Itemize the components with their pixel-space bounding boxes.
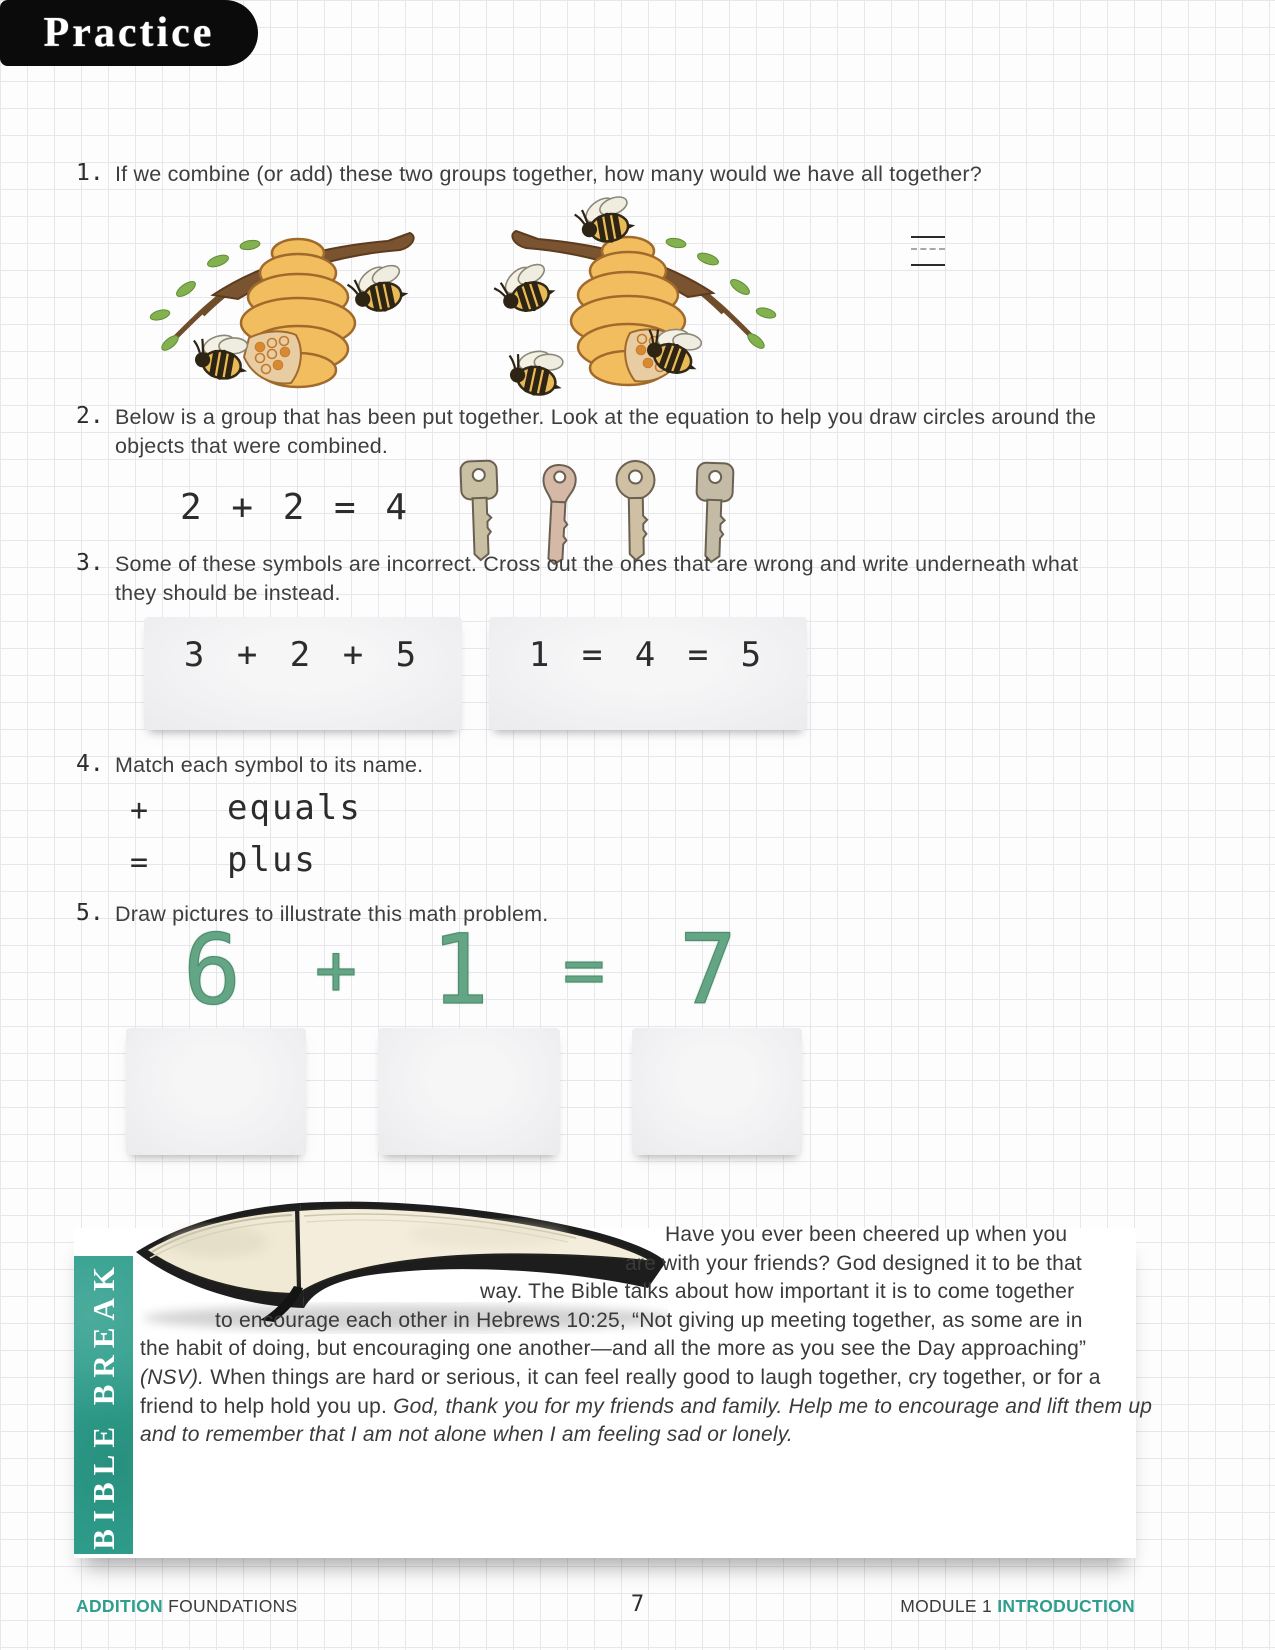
q5-drawing-box-2[interactable] bbox=[378, 1028, 560, 1155]
page-footer bbox=[0, 1592, 1275, 1622]
bible-line: Have you ever been cheered up when you bbox=[665, 1223, 1068, 1246]
page-title: Practice bbox=[43, 10, 215, 56]
q4-name-plus: plus bbox=[227, 840, 317, 880]
question-5-number: 5. bbox=[76, 900, 104, 926]
q5-plus-sign: + bbox=[314, 929, 358, 1011]
q4-name-equals: equals bbox=[227, 788, 362, 828]
question-3-number: 3. bbox=[76, 550, 104, 576]
q5-number-6: 6 bbox=[183, 914, 241, 1026]
q5-equation bbox=[150, 914, 770, 1026]
q5-equals-sign: = bbox=[562, 929, 606, 1011]
question-4-text: Match each symbol to its name. bbox=[115, 753, 424, 777]
bible-line: friend to help hold you up. God, thank you for my friends and family. Help me to encourage and lift them up bbox=[140, 1394, 1153, 1418]
bible-break-label: BIBLE BREAK bbox=[85, 1260, 121, 1550]
question-5-text: Draw pictures to illustrate this math problem. bbox=[115, 902, 549, 926]
question-1-number: 1. bbox=[76, 160, 104, 186]
question-2-number: 2. bbox=[76, 403, 104, 429]
q5-number-7: 7 bbox=[679, 914, 737, 1026]
page-number: 7 bbox=[630, 1592, 645, 1617]
bible-line: to encourage each other in Hebrews 10:25, “Not giving up meeting together, as some are in bbox=[215, 1308, 1083, 1332]
q3-expression-right: 1 = 4 = 5 bbox=[528, 635, 768, 675]
bible-line: the habit of doing, but encouraging one another—and all the more as you see the Day approaching” bbox=[140, 1337, 1087, 1361]
q2-equation: 2 + 2 = 4 bbox=[180, 487, 412, 528]
question-4 bbox=[76, 751, 876, 780]
footer-series-accent: ADDITION bbox=[76, 1596, 163, 1616]
question-2-text: Below is a group that has been put together. Look at the equation to help you draw circles around the objects that were combined. bbox=[115, 405, 1097, 458]
footer-series: FOUNDATIONS bbox=[168, 1596, 298, 1616]
beehive-group-1-icon bbox=[148, 190, 448, 400]
q3-expression-box-left[interactable] bbox=[144, 617, 462, 730]
question-3-text: Some of these symbols are incorrect. Cross out the ones that are wrong and write underneath what they should be instead. bbox=[115, 552, 1079, 605]
question-1-text: If we combine (or add) these two groups together, how many would we have all together? bbox=[115, 162, 982, 186]
practice-header-pill bbox=[0, 0, 258, 66]
q4-symbol-equals: = bbox=[130, 845, 149, 880]
footer-right bbox=[900, 1596, 1135, 1617]
q3-expression-box-right[interactable] bbox=[489, 617, 807, 730]
question-3 bbox=[76, 550, 1106, 607]
footer-left bbox=[76, 1596, 298, 1617]
key-icon bbox=[450, 457, 510, 563]
beehive-group-2-icon bbox=[478, 188, 778, 398]
question-2 bbox=[76, 403, 1151, 460]
q3-expression-left: 3 + 2 + 5 bbox=[183, 635, 423, 675]
question-4-number: 4. bbox=[76, 751, 104, 777]
bible-line: way. The Bible talks about how important it is to come together bbox=[480, 1280, 1075, 1304]
bible-line: and to remember that I am not alone when I am feeling sad or lonely. bbox=[140, 1423, 793, 1447]
q1-answer-blank[interactable] bbox=[911, 236, 945, 266]
question-1 bbox=[76, 160, 1076, 189]
q5-drawing-box-1[interactable] bbox=[126, 1028, 306, 1155]
q4-symbol-plus: + bbox=[130, 793, 149, 828]
bible-line: are with your friends? God designed it to be that bbox=[625, 1251, 1082, 1275]
footer-section-accent: INTRODUCTION bbox=[997, 1596, 1135, 1616]
q5-drawing-box-3[interactable] bbox=[632, 1028, 802, 1155]
q5-number-1: 1 bbox=[431, 914, 489, 1026]
bible-break-banner bbox=[74, 1256, 133, 1554]
bible-break-paragraph bbox=[140, 1221, 1153, 1450]
bible-line: (NSV). When things are hard or serious, it can feel really good to laugh together, cry together, or for a bbox=[140, 1365, 1101, 1389]
key-icon bbox=[607, 458, 665, 563]
q2-keys-group bbox=[452, 458, 742, 562]
footer-module: MODULE 1 bbox=[900, 1596, 993, 1616]
